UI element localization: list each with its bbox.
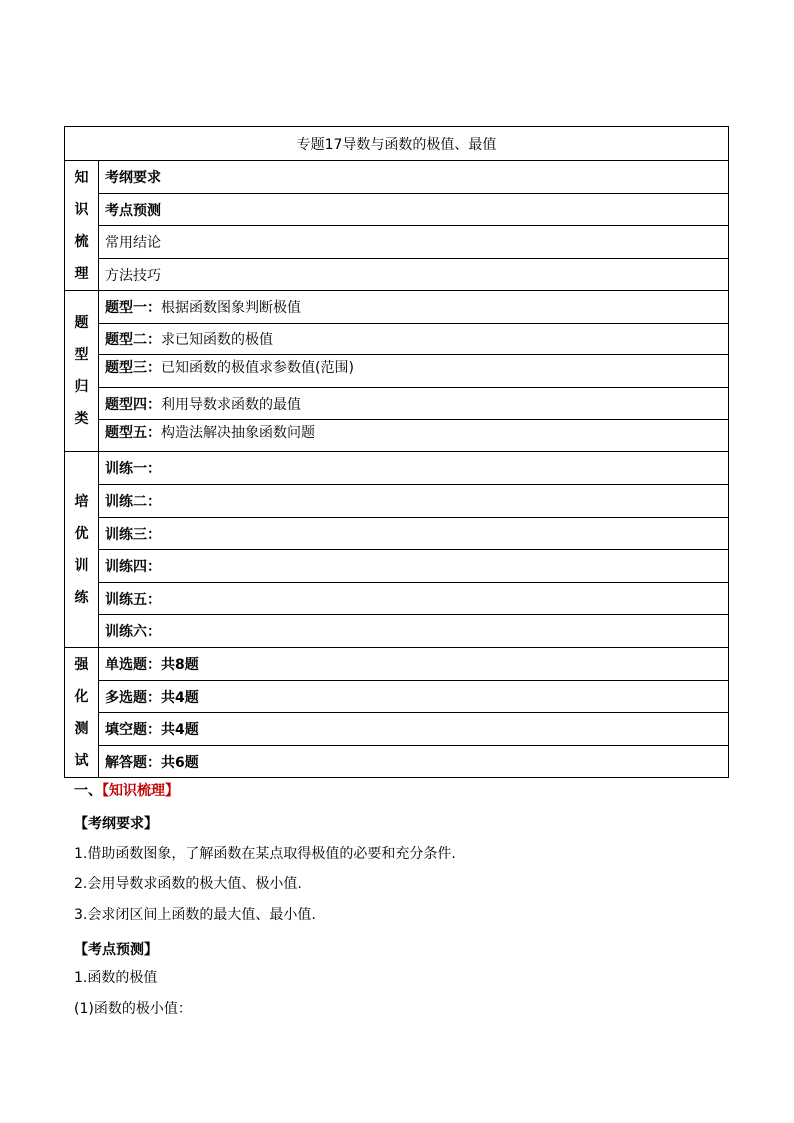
table-row: [99, 518, 729, 550]
table-row: [99, 161, 729, 194]
table-row: [99, 648, 729, 681]
row-prefix: 单选题：共8题: [105, 657, 199, 673]
table-row: [99, 388, 729, 420]
forecast-item: (1)函数的极小值：: [74, 1001, 192, 1017]
row-text: 常用结论: [105, 235, 161, 251]
group-label-training: [65, 452, 99, 648]
row-text: 构造法解决抽象函数问题: [161, 425, 315, 441]
row-prefix: 训练四：: [105, 559, 161, 575]
group-char: 训: [74, 557, 89, 574]
forecast-heading: 【考点预测】: [74, 942, 158, 958]
syllabus-heading: 【考纲要求】: [74, 816, 158, 832]
row-prefix: 题型一：: [105, 300, 161, 316]
section-prefix: 一、: [74, 783, 102, 799]
group-char: 型: [74, 347, 89, 363]
forecast-item: 1.函数的极值: [74, 970, 158, 986]
group-char: 梳: [74, 233, 89, 250]
table-row: [99, 615, 729, 648]
row-prefix: 训练三：: [105, 526, 161, 543]
table-row: [99, 713, 729, 746]
row-prefix: 考纲要求: [105, 170, 161, 186]
table-row: [99, 355, 729, 388]
table-row: [99, 194, 729, 226]
table-row: [99, 681, 729, 713]
group-char: 识: [74, 201, 89, 218]
section-label: 【知识梳理】: [102, 783, 179, 799]
syllabus-item: 1.借助函数图象，了解函数在某点取得极值的必要和充分条件.: [74, 846, 456, 862]
row-prefix: 解答题：共6题: [105, 754, 199, 771]
table-title: 专题17导数与函数的极值、最值: [65, 127, 729, 161]
table-row: [99, 583, 729, 615]
group-char: 培: [74, 493, 89, 510]
group-char: 优: [74, 525, 89, 542]
row-text: 根据函数图象判断极值: [161, 300, 301, 316]
row-prefix: 多选题：共4题: [105, 689, 199, 706]
row-text: 已知函数的极值求参数值(范围): [161, 360, 354, 376]
row-text: 方法技巧: [105, 267, 161, 284]
table-row: [99, 746, 729, 778]
group-char: 练: [74, 589, 89, 606]
row-prefix: 训练一：: [105, 461, 161, 477]
syllabus-item: 2.会用导数求函数的极大值、极小值.: [74, 876, 302, 892]
group-char: 化: [74, 688, 89, 705]
syllabus-item: 3.会求闭区间上函数的最大值、最小值.: [74, 907, 316, 923]
row-prefix: 训练二：: [105, 494, 161, 510]
row-prefix: 题型四：: [105, 396, 161, 413]
group-char: 题: [74, 315, 89, 331]
table-row: [99, 550, 729, 583]
row-prefix: 填空题：共4题: [105, 722, 199, 738]
group-char: 知: [74, 169, 89, 186]
table-row: [99, 291, 729, 324]
group-label-knowledge: [65, 161, 99, 291]
row-prefix: 题型二：: [105, 332, 161, 348]
row-text: 利用导数求函数的最值: [161, 396, 301, 413]
table-row: [99, 259, 729, 291]
group-label-question-types: [65, 291, 99, 452]
row-text: 求已知函数的极值: [161, 332, 273, 348]
table-row: [99, 226, 729, 259]
section-heading-knowledge: [74, 780, 179, 800]
row-prefix: 训练五：: [105, 591, 161, 608]
row-prefix: 题型五：: [105, 425, 161, 441]
group-char: 理: [74, 265, 89, 282]
table-row: [99, 485, 729, 518]
group-char: 类: [74, 411, 89, 427]
row-prefix: 训练六：: [105, 624, 161, 640]
table-row: [99, 324, 729, 355]
group-char: 测: [74, 720, 89, 737]
row-prefix: 题型三：: [105, 360, 161, 376]
contents-table: [64, 126, 729, 778]
group-label-tests: [65, 648, 99, 778]
group-char: 试: [74, 752, 89, 769]
table-row: [99, 420, 729, 452]
table-row: [99, 452, 729, 485]
group-char: 归: [74, 379, 89, 395]
row-prefix: 考点预测: [105, 202, 161, 219]
group-char: 强: [74, 656, 89, 673]
